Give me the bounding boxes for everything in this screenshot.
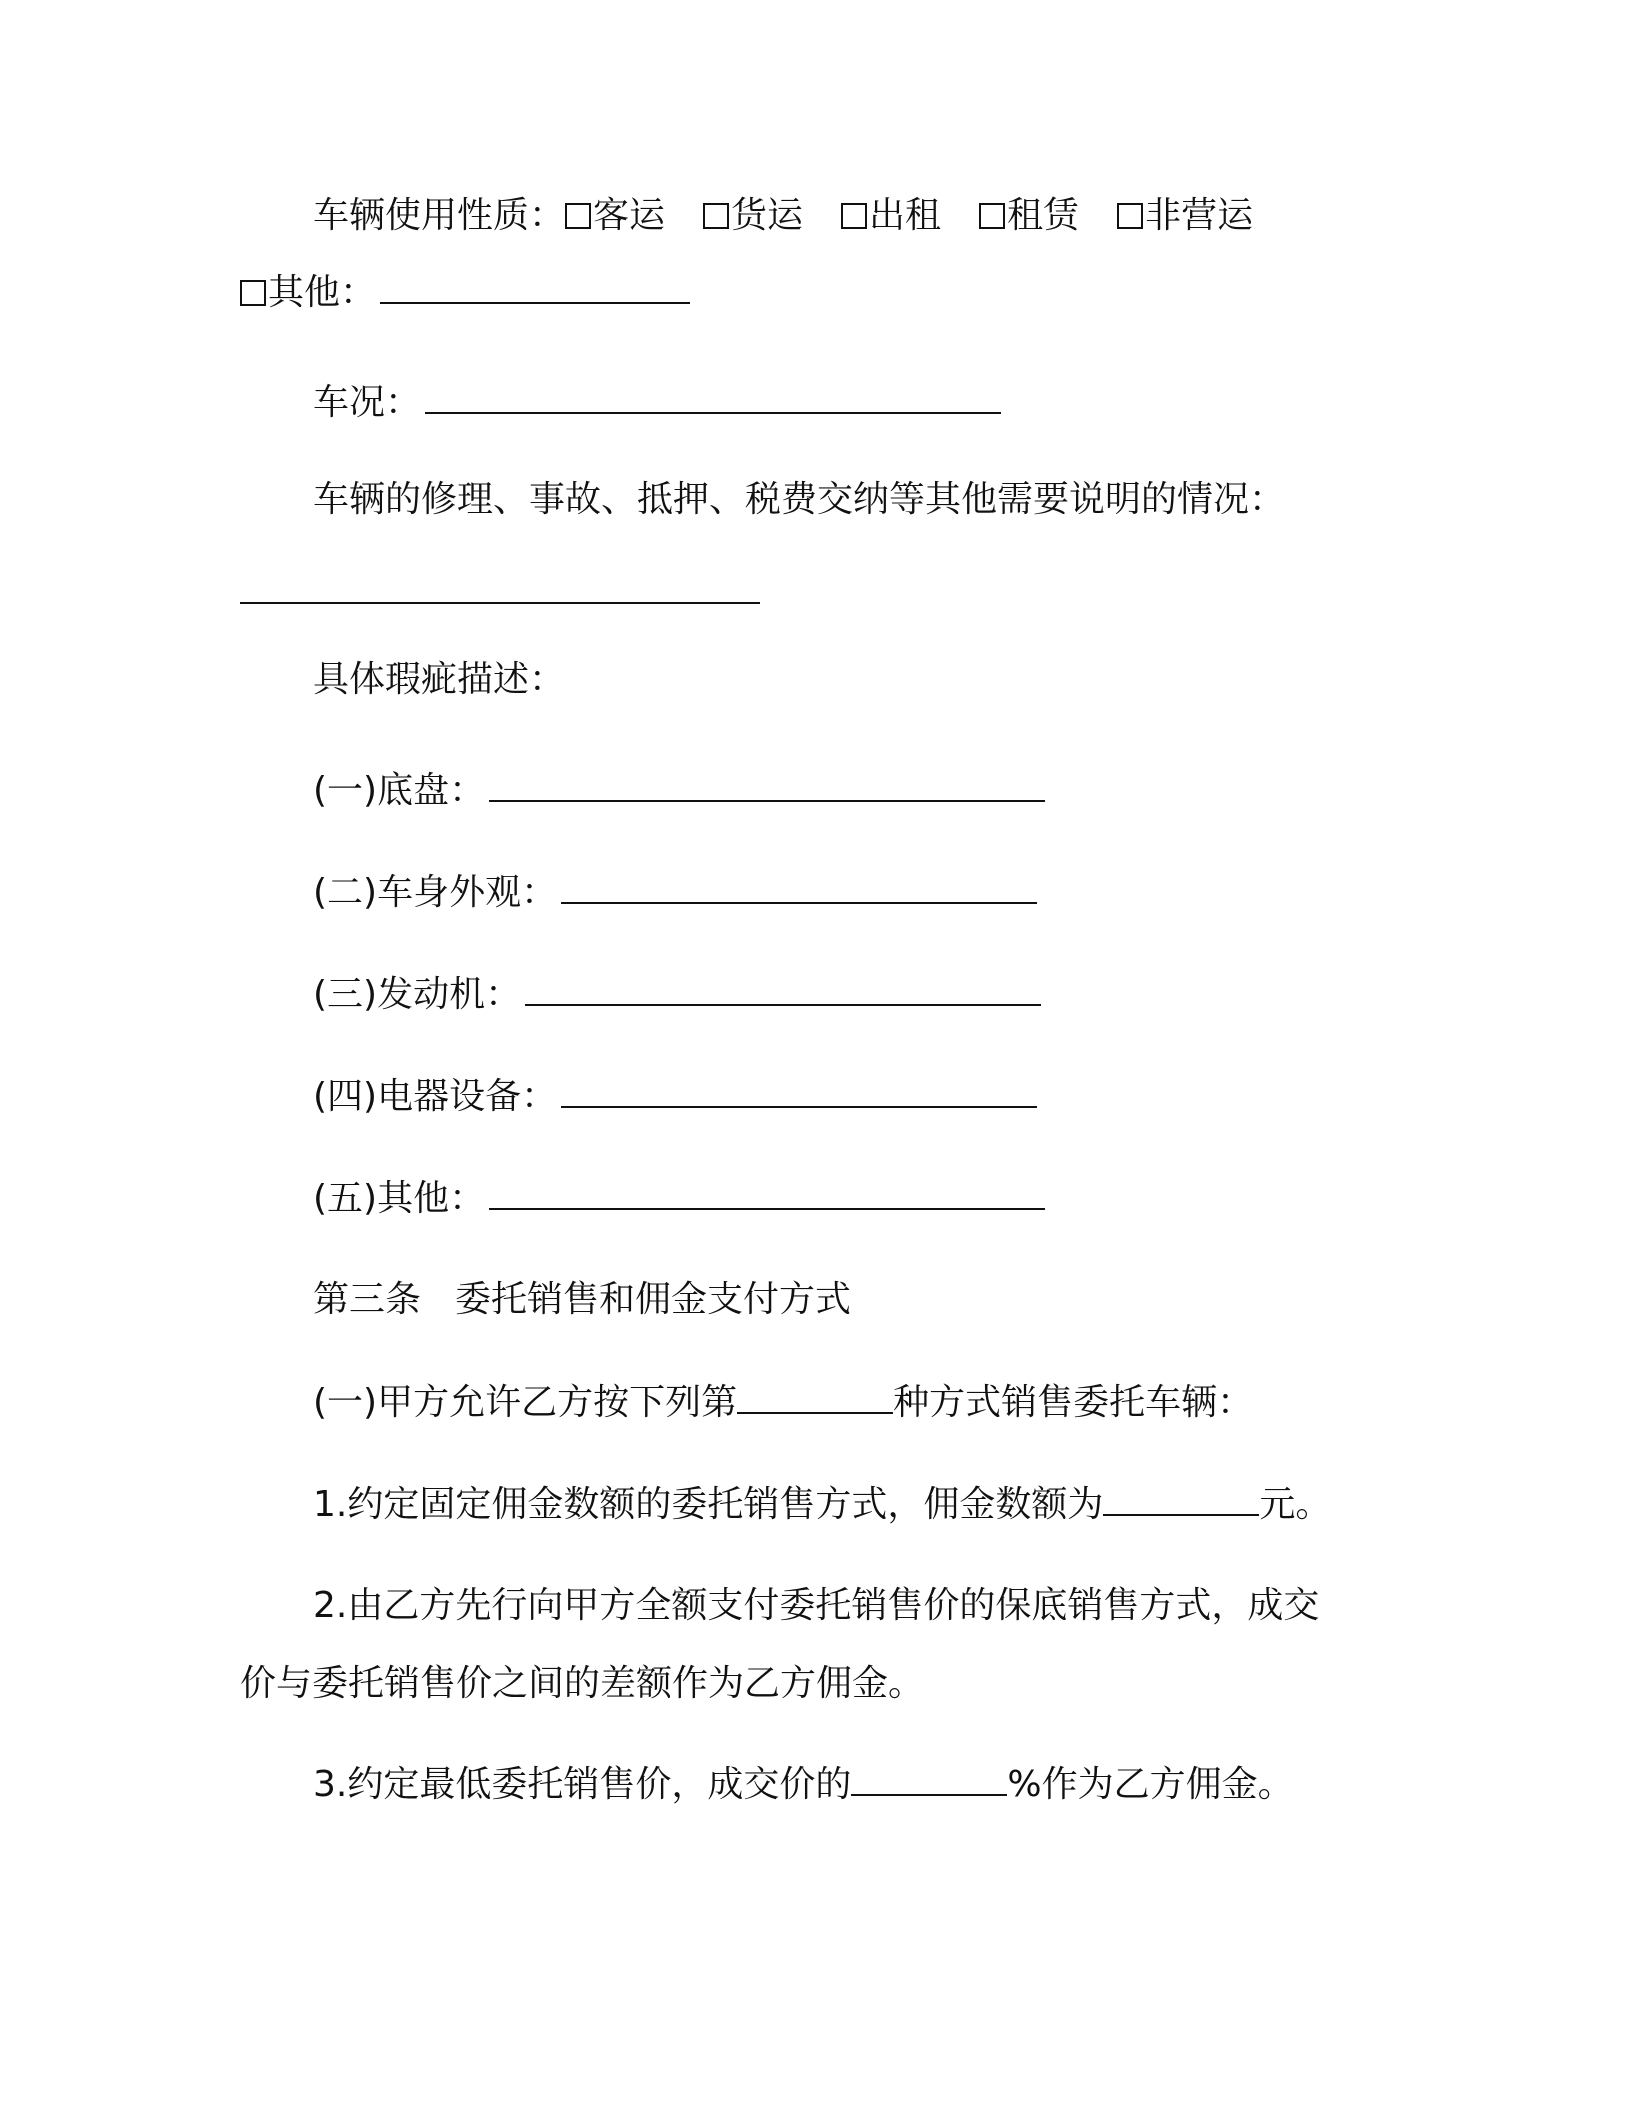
defect-chassis-label: (一)底盘：: [313, 770, 486, 811]
condition-label: 车况：: [313, 382, 422, 423]
usage-line: [313, 192, 1253, 240]
defect-electrical-blank[interactable]: [561, 1072, 1037, 1108]
defect-body-blank[interactable]: [561, 868, 1037, 904]
article3-title: 委托销售和佣金支付方式: [455, 1279, 852, 1320]
item1-text-start: 1.约定固定佣金数额的委托销售方式，佣金数额为: [313, 1484, 1104, 1525]
clause1-line: [313, 1378, 1253, 1426]
clause1-text-start: (一)甲方允许乙方按下列第: [313, 1382, 738, 1423]
item3-line: [313, 1760, 1294, 1808]
article3-heading: [313, 1276, 851, 1324]
item3-text-end: %作为乙方佣金。: [1007, 1764, 1294, 1805]
defect-engine-blank[interactable]: [525, 970, 1041, 1006]
checkbox-icon[interactable]: [1117, 203, 1143, 229]
defect-engine-line: [313, 970, 1045, 1018]
clause1-text-end: 种方式销售委托车辆：: [893, 1382, 1254, 1423]
checkbox-icon[interactable]: [841, 203, 867, 229]
item3-percent-blank[interactable]: [851, 1760, 1007, 1796]
item1-line: [313, 1480, 1331, 1528]
defect-chassis-line: [313, 766, 1049, 814]
item3-text-start: 3.约定最低委托销售价，成交价的: [313, 1764, 852, 1805]
usage-option-freight[interactable]: 货运: [703, 192, 803, 240]
defect-electrical-line: [313, 1072, 1041, 1120]
condition-line: [313, 378, 1005, 426]
item1-amount-blank[interactable]: [1103, 1480, 1259, 1516]
item2-line1: 2.由乙方先行向甲方全额支付委托销售价的保底销售方式，成交: [313, 1585, 1320, 1626]
checkbox-icon[interactable]: [565, 203, 591, 229]
checkbox-icon[interactable]: [703, 203, 729, 229]
checkbox-icon[interactable]: [979, 203, 1005, 229]
clause1-method-blank[interactable]: [737, 1378, 893, 1414]
defect-other-blank[interactable]: [489, 1174, 1045, 1210]
usage-option-lease[interactable]: 租赁: [979, 192, 1079, 240]
condition-blank[interactable]: [425, 378, 1001, 414]
defect-body-line: [313, 868, 1041, 916]
history-blank[interactable]: [240, 568, 760, 604]
defects-heading: 具体瑕疵描述：: [313, 659, 566, 700]
usage-other-blank[interactable]: [380, 268, 690, 304]
defect-body-label: (二)车身外观：: [313, 872, 558, 913]
usage-option-nonoperating[interactable]: 非营运: [1117, 192, 1253, 240]
defect-other-line: [313, 1174, 1049, 1222]
checkbox-icon[interactable]: [240, 280, 266, 306]
defect-engine-label: (三)发动机：: [313, 974, 522, 1015]
defect-other-label: (五)其他：: [313, 1178, 486, 1219]
history-line: [240, 568, 764, 616]
defect-chassis-blank[interactable]: [489, 766, 1045, 802]
defect-electrical-label: (四)电器设备：: [313, 1076, 558, 1117]
usage-label: 车辆使用性质：: [313, 195, 566, 236]
history-label: 车辆的修理、事故、抵押、税费交纳等其他需要说明的情况：: [313, 479, 1286, 520]
item1-text-end: 元。: [1259, 1484, 1332, 1525]
article3-number: 第三条: [313, 1279, 422, 1320]
usage-other-line: [240, 268, 694, 316]
usage-option-taxi[interactable]: 出租: [841, 192, 941, 240]
usage-option-other[interactable]: 其他：: [240, 269, 376, 317]
usage-option-passenger[interactable]: 客运: [565, 192, 665, 240]
item2-line2: 价与委托销售价之间的差额作为乙方佣金。: [240, 1663, 925, 1704]
